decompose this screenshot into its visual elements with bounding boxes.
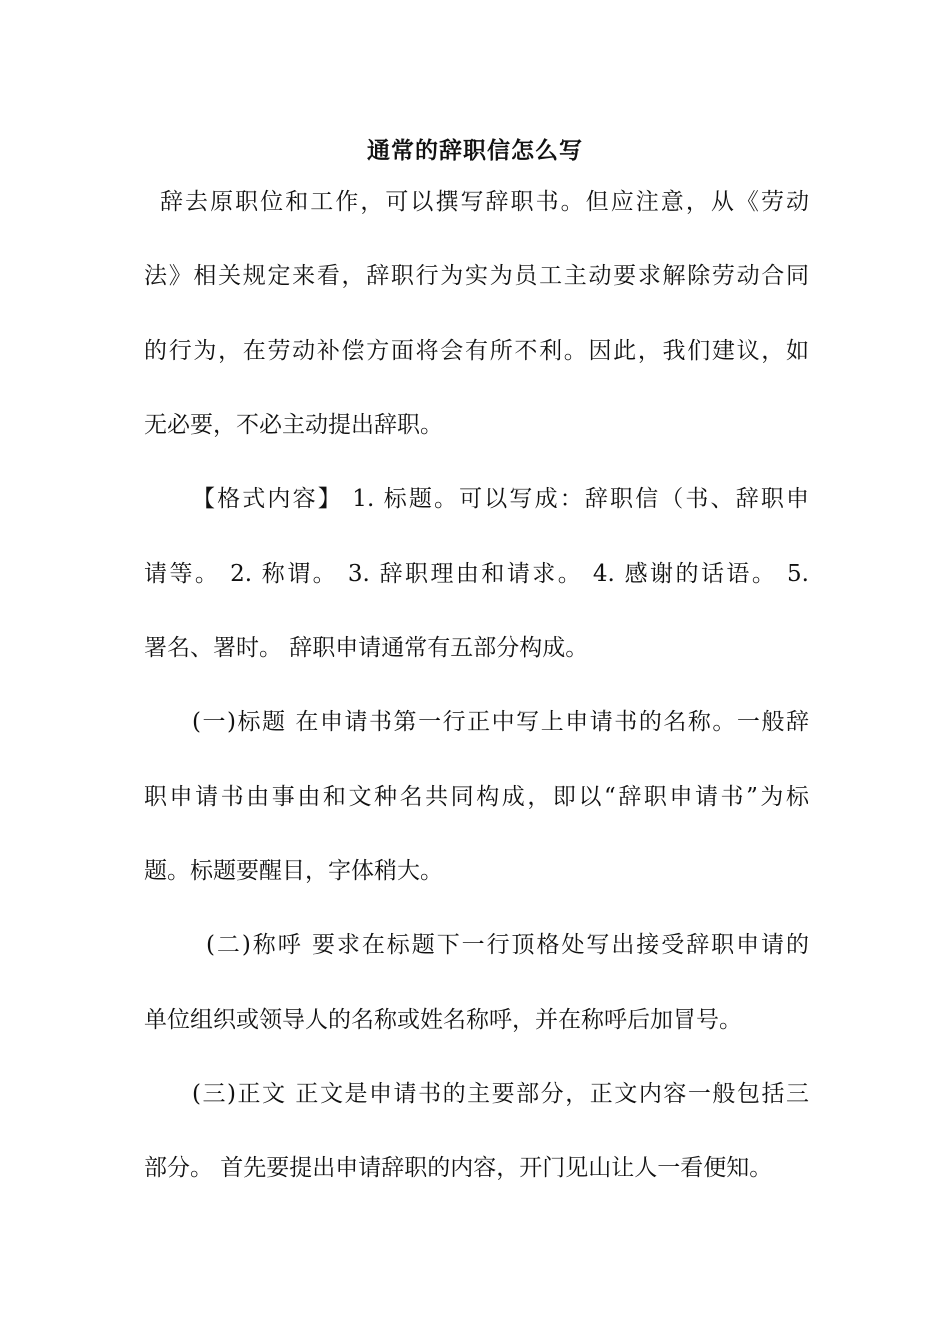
document-title: 通常的辞职信怎么写 bbox=[367, 137, 583, 164]
paragraph-2-line-2: 请等。 2. 称谓。 3. 辞职理由和请求。 4. 感谢的话语。 5. bbox=[144, 561, 809, 587]
paragraph-2-line-1: 【格式内容】 1. 标题。可以写成：辞职信（书、辞职申 bbox=[192, 486, 809, 512]
paragraph-3-line-2: 职申请书由事由和文种名共同构成，即以“辞职申请书”为标 bbox=[144, 784, 809, 810]
paragraph-5-line-1: (三)正文 正文是申请书的主要部分，正文内容一般包括三 bbox=[192, 1081, 809, 1107]
paragraph-1-line-2: 法》相关规定来看，辞职行为实为员工主动要求解除劳动合同 bbox=[144, 263, 809, 289]
paragraph-1-line-3: 的行为，在劳动补偿方面将会有所不利。因此，我们建议，如 bbox=[144, 338, 809, 364]
paragraph-4-line-1: (二)称呼 要求在标题下一行顶格处写出接受辞职申请的 bbox=[206, 932, 809, 958]
paragraph-3-line-1: (一)标题 在申请书第一行正中写上申请书的名称。一般辞 bbox=[192, 709, 809, 735]
paragraph-4-line-2: 单位组织或领导人的名称或姓名称呼，并在称呼后加冒号。 bbox=[144, 1007, 742, 1033]
paragraph-2-line-3: 署名、署时。 辞职申请通常有五部分构成。 bbox=[144, 635, 589, 661]
paragraph-3-line-3: 题。标题要醒目，字体稍大。 bbox=[144, 858, 443, 884]
paragraph-5-line-2: 部分。 首先要提出申请辞职的内容，开门见山让人一看便知。 bbox=[144, 1155, 773, 1181]
paragraph-1-line-4: 无必要，不必主动提出辞职。 bbox=[144, 412, 443, 438]
paragraph-1-line-1: 辞去原职位和工作，可以撰写辞职书。但应注意，从《劳动 bbox=[160, 189, 809, 215]
